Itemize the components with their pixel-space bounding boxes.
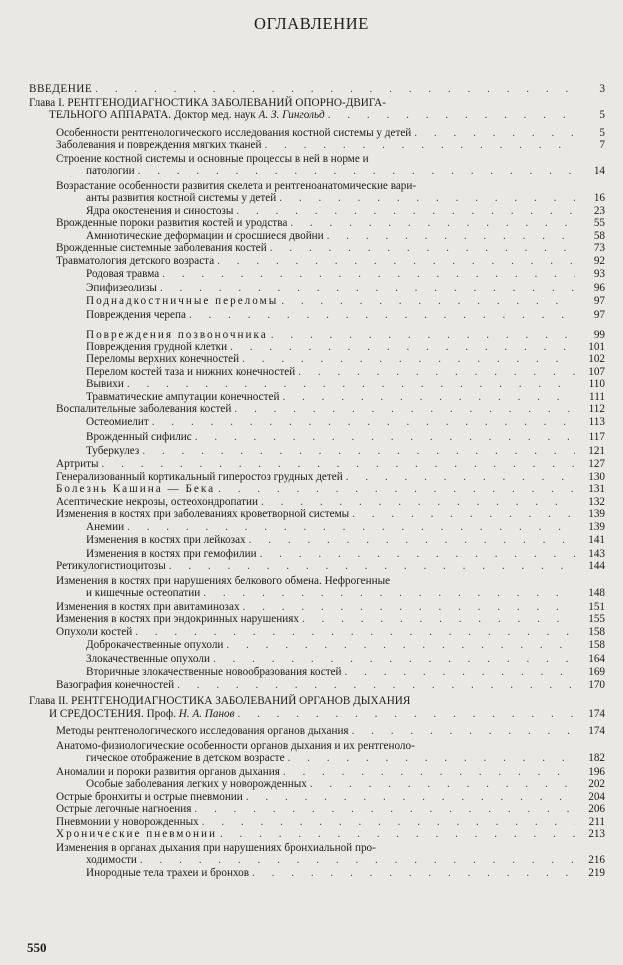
toc-entry-title: Остеомиелит <box>86 415 149 428</box>
leader-dots <box>352 509 575 521</box>
leader-dots <box>249 535 575 547</box>
toc-entry-chapter-1 <box>29 97 605 122</box>
toc-entry <box>29 497 605 509</box>
leader-dots <box>261 497 575 509</box>
leader-dots <box>217 256 575 268</box>
leader-dots <box>195 432 575 444</box>
toc-entry-title: Врожденные системные заболевания костей <box>56 242 267 254</box>
toc-page-number: 164 <box>588 652 605 665</box>
leader-dots <box>102 459 575 471</box>
table-of-contents <box>29 84 605 879</box>
toc-page-number: 211 <box>588 815 605 828</box>
toc-entry <box>29 128 605 140</box>
toc-entry <box>29 243 605 255</box>
toc-entry-title: Эпифизеолизы <box>86 281 157 294</box>
toc-entry-title: анты развития костной системы у детей <box>86 192 277 204</box>
toc-entry-multiline <box>29 153 605 178</box>
leader-dots <box>138 166 575 178</box>
toc-page-number: 92 <box>593 254 605 267</box>
toc-entry-title: Повреждения грудной клетки <box>86 340 228 353</box>
toc-page-number: 93 <box>593 268 605 280</box>
toc-entry <box>29 627 605 639</box>
toc-entry-title: Пневмонии у новорожденных <box>56 815 199 828</box>
leader-dots <box>264 140 575 152</box>
toc-page-number: 5 <box>599 126 605 139</box>
leader-dots <box>352 726 575 738</box>
leader-dots <box>162 269 575 281</box>
leader-dots <box>414 128 575 140</box>
toc-page-number: 148 <box>588 587 605 599</box>
toc-entry <box>29 817 605 829</box>
toc-entry <box>29 446 605 458</box>
toc-entry <box>29 218 605 230</box>
toc-author: А. З. Гингольд <box>258 109 325 121</box>
leader-dots <box>327 231 575 243</box>
toc-page-number: 3 <box>599 83 605 95</box>
leader-dots <box>345 667 575 679</box>
toc-entry-title-line1: Изменения в органах дыхания при нарушениях бронхиальной про- <box>56 841 376 854</box>
toc-page-number: 144 <box>588 560 605 572</box>
toc-entry <box>29 640 605 652</box>
toc-entry-title: Изменения в костях при эндокринных нарушениях <box>56 613 299 625</box>
toc-entry-title-line1: Глава I. РЕНТГЕНОДИАГНОСТИКА ЗАБОЛЕВАНИЙ ОПОРНО-ДВИГА- <box>29 96 386 109</box>
leader-dots <box>140 855 575 867</box>
toc-entry-title: ходимости <box>86 854 137 866</box>
toc-entry <box>29 804 605 816</box>
toc-entry <box>29 484 605 496</box>
leader-dots <box>283 767 575 779</box>
toc-entry <box>29 779 605 791</box>
leader-dots <box>218 484 575 496</box>
toc-entry <box>29 342 605 354</box>
toc-page-number: 202 <box>588 778 605 790</box>
page-number: 550 <box>27 940 47 955</box>
toc-page-number: 204 <box>588 790 605 803</box>
toc-page-number: 97 <box>593 308 605 321</box>
toc-entry <box>29 310 605 322</box>
toc-entry-title: гическое отображение в детском возрасте <box>86 752 285 764</box>
leader-dots <box>260 549 575 561</box>
toc-entry <box>29 654 605 666</box>
leader-dots <box>328 110 575 122</box>
toc-entry-title: Острые бронхиты и острые пневмонии <box>56 790 243 803</box>
leader-dots <box>160 283 575 295</box>
toc-entry <box>29 549 605 561</box>
leader-dots <box>142 446 575 458</box>
toc-entry-title: Воспалительные заболевания костей <box>56 403 232 415</box>
toc-entry-title: Туберкулез <box>86 444 140 457</box>
toc-page-number: 14 <box>593 165 605 177</box>
leader-dots <box>236 206 575 218</box>
toc-entry <box>29 256 605 268</box>
leader-dots <box>127 522 575 534</box>
toc-entry-title: Изменения в костях при лейкозах <box>86 534 246 546</box>
leader-dots <box>203 588 575 600</box>
toc-entry-title: Особые заболевания легких у новорожденных <box>86 778 307 790</box>
toc-entry <box>29 231 605 243</box>
leader-dots <box>246 792 575 804</box>
toc-page-number: 97 <box>593 295 605 307</box>
toc-page-number: 213 <box>588 828 605 840</box>
toc-entry-title-line1: Изменения в костях при нарушениях белкового обмена. Нефрогенные <box>56 574 391 587</box>
toc-page-number: 139 <box>588 520 605 533</box>
toc-page-number: 206 <box>588 803 605 815</box>
toc-entry <box>29 354 605 366</box>
leader-dots <box>298 367 575 379</box>
leader-dots <box>213 654 575 666</box>
leader-dots <box>290 218 575 230</box>
toc-entry-title: Инородные тела трахеи и бронхов <box>86 866 250 879</box>
toc-entry <box>29 296 605 308</box>
toc-entry-title: Вазография конечностей <box>56 678 175 691</box>
toc-entry <box>29 432 605 444</box>
toc-entry-title: Острые легочные нагноения <box>56 803 192 815</box>
toc-page-number: 96 <box>593 281 605 294</box>
toc-entry <box>29 522 605 534</box>
toc-page-number: 117 <box>588 431 605 443</box>
toc-page-number: 7 <box>599 139 605 151</box>
toc-entry <box>29 206 605 218</box>
leader-dots <box>220 829 575 841</box>
toc-page-number: 101 <box>588 340 605 353</box>
toc-page-number: 107 <box>588 365 605 378</box>
toc-page-number: 23 <box>593 204 605 217</box>
toc-page-number: 111 <box>589 390 605 403</box>
leader-dots <box>282 392 575 404</box>
toc-page-number: 131 <box>588 483 605 495</box>
toc-entry <box>29 392 605 404</box>
toc-entry-title: Аномалии и пороки развития органов дыхания <box>56 765 280 778</box>
toc-entry <box>29 330 605 342</box>
toc-entry-title: Методы рентгенологического исследования органов дыхания <box>56 725 349 737</box>
toc-page-number: 158 <box>588 639 605 651</box>
toc-page-number: 158 <box>588 625 605 638</box>
toc-entry-multiline <box>29 842 605 867</box>
toc-entry <box>29 767 605 779</box>
toc-entry-title-line1: Глава II. РЕНТГЕНОДИАГНОСТИКА ЗАБОЛЕВАНИЙ ОРГАНОВ ДЫХАНИЯ <box>29 695 411 707</box>
toc-entry <box>29 535 605 547</box>
toc-entry-title: Хронические пневмонии <box>56 828 217 840</box>
toc-page-number: 5 <box>599 109 605 121</box>
toc-entry <box>29 868 605 880</box>
toc-entry <box>29 417 605 429</box>
toc-entry-title: Заболевания и повреждения мягких тканей <box>56 139 262 151</box>
toc-entry-title: Вывихи <box>86 378 124 390</box>
leader-dots <box>271 330 575 342</box>
toc-author: Н. А. Панов <box>178 707 235 720</box>
toc-page-number: 169 <box>588 666 605 678</box>
toc-entry-title: ВВЕДЕНИЕ <box>29 83 93 95</box>
toc-entry-title: Переломы верхних конечностей <box>86 353 240 365</box>
toc-entry-title: Ретикулогистиоцитозы <box>56 560 166 572</box>
toc-page-number: 58 <box>593 229 605 242</box>
leader-dots <box>279 193 575 205</box>
toc-entry-title: Вторичные злокачественные новообразования костей <box>86 666 342 678</box>
toc-entry-title: Изменения в костях при авитаминозах <box>56 600 240 613</box>
toc-entry <box>29 472 605 484</box>
toc-page-number: 55 <box>593 217 605 229</box>
toc-page-number: 121 <box>588 444 605 457</box>
toc-page-number: 151 <box>588 600 605 613</box>
toc-entry-title-line1: Возрастание особенности развития скелета и рентгеноанатомические вари- <box>56 179 417 192</box>
toc-entry-title-line1: Строение костной системы и основные процессы в ней в норме и <box>56 152 369 165</box>
leader-dots <box>230 342 575 354</box>
toc-entry-multiline <box>29 575 605 600</box>
leader-dots <box>270 243 575 255</box>
leader-dots <box>226 640 575 652</box>
toc-page-number: 170 <box>588 678 605 691</box>
toc-page-number: 196 <box>588 765 605 778</box>
toc-entry-title: Родовая травма <box>86 268 160 280</box>
toc-page-number: 219 <box>588 866 605 879</box>
toc-entry-title: Врожденный сифилис <box>86 431 192 443</box>
toc-entry-title: Доброкачественные опухоли <box>86 639 224 651</box>
leader-dots <box>189 310 575 322</box>
toc-page-number: 127 <box>588 458 605 470</box>
toc-entry <box>29 792 605 804</box>
leader-dots <box>152 417 575 429</box>
toc-page-number: 174 <box>588 707 605 720</box>
leader-dots <box>202 817 575 829</box>
toc-entry-title: Анемии <box>86 520 125 533</box>
toc-entry-multiline <box>29 740 605 765</box>
toc-entry-title: Изменения в костях при гемофилии <box>86 547 257 560</box>
toc-entry-title: Болезнь Кашина — Бека <box>56 483 216 495</box>
toc-entry-title: Генерализованный кортикальный гиперостоз грудных детей <box>56 470 343 483</box>
toc-page-number: 182 <box>588 752 605 764</box>
toc-page-number: 141 <box>588 534 605 546</box>
toc-page-number: 143 <box>588 547 605 560</box>
leader-dots <box>177 680 575 692</box>
toc-entry-title: Амниотические деформации и сросшиеся двойни <box>86 229 324 242</box>
leader-dots <box>346 472 575 484</box>
toc-entry-title: Поднадкостничные переломы <box>86 295 279 307</box>
leader-dots <box>237 709 575 721</box>
toc-entry-title: Повреждения позвоночника <box>86 329 268 341</box>
leader-dots <box>310 779 575 791</box>
toc-page-number: 99 <box>593 329 605 341</box>
toc-entry-title: Опухоли костей <box>56 625 133 638</box>
toc-entry-title: И СРЕДОСТЕНИЯ. Проф. <box>49 707 176 720</box>
toc-entry-title: Артриты <box>56 458 99 470</box>
toc-entry-title-line1: Анатомо-физиологические особенности органов дыхания и их рентгеноло- <box>56 739 415 752</box>
leader-dots <box>302 614 575 626</box>
toc-page-number: 139 <box>588 508 605 520</box>
toc-entry <box>29 602 605 614</box>
toc-entry <box>29 561 605 573</box>
toc-entry <box>29 680 605 692</box>
toc-entry-multiline <box>29 180 605 205</box>
toc-entry <box>29 667 605 679</box>
toc-entry <box>29 509 605 521</box>
toc-entry-title: Травматические ампутации конечностей <box>86 390 280 403</box>
toc-entry-title: ТЕЛЬНОГО АППАРАТА. Доктор мед. наук <box>49 109 256 121</box>
toc-page-number: 112 <box>588 403 605 415</box>
toc-page-number: 174 <box>588 725 605 737</box>
leader-dots <box>194 804 575 816</box>
toc-entry <box>29 829 605 841</box>
toc-entry <box>29 283 605 295</box>
leader-dots <box>288 753 575 765</box>
leader-dots <box>281 296 575 308</box>
toc-page-number: 73 <box>593 242 605 254</box>
leader-dots <box>169 561 575 573</box>
leader-dots <box>135 627 575 639</box>
leader-dots <box>242 354 575 366</box>
toc-page-number: 110 <box>588 378 605 390</box>
toc-entry-title: Изменения в костях при заболеваниях кроветворной системы <box>56 508 350 520</box>
leader-dots <box>252 868 575 880</box>
toc-entry <box>29 614 605 626</box>
toc-entry-title: патологии <box>86 165 135 177</box>
leader-dots <box>243 602 575 614</box>
toc-entry-title: Перелом костей таза и нижних конечностей <box>86 365 296 378</box>
toc-entry <box>29 140 605 152</box>
toc-page-number: 113 <box>588 415 605 428</box>
toc-entry <box>29 269 605 281</box>
toc-entry <box>29 379 605 391</box>
toc-entry-title: Ядра окостенения и синостозы <box>86 204 234 217</box>
toc-entry-title: Травматология детского возраста <box>56 254 215 267</box>
leader-dots <box>127 379 575 391</box>
toc-entry-chapter-2 <box>29 695 605 720</box>
toc-entry-introduction <box>29 84 605 96</box>
page-title: ОГЛАВЛЕНИЕ <box>254 14 369 33</box>
toc-entry-title: Асептические некрозы, остеохондропатии <box>56 495 259 508</box>
toc-entry-title: и кишечные остеопатии <box>86 587 201 599</box>
leader-dots <box>234 404 575 416</box>
toc-entry <box>29 726 605 738</box>
toc-entry <box>29 404 605 416</box>
toc-page-number: 102 <box>588 353 605 365</box>
toc-page-number: 132 <box>588 495 605 508</box>
toc-entry <box>29 367 605 379</box>
toc-entry-title: Повреждения черепа <box>86 308 186 321</box>
toc-page-number: 216 <box>588 854 605 866</box>
toc-entry <box>29 459 605 471</box>
toc-page-number: 155 <box>588 613 605 625</box>
toc-entry-title: Особенности рентгенологического исследования костной системы у детей <box>56 126 412 139</box>
toc-entry-title: Злокачественные опухоли <box>86 652 210 665</box>
toc-page-number: 16 <box>593 192 605 204</box>
toc-page-number: 130 <box>588 470 605 483</box>
toc-entry-title: Врожденные пороки развития костей и уродства <box>56 217 288 229</box>
leader-dots <box>95 84 575 96</box>
